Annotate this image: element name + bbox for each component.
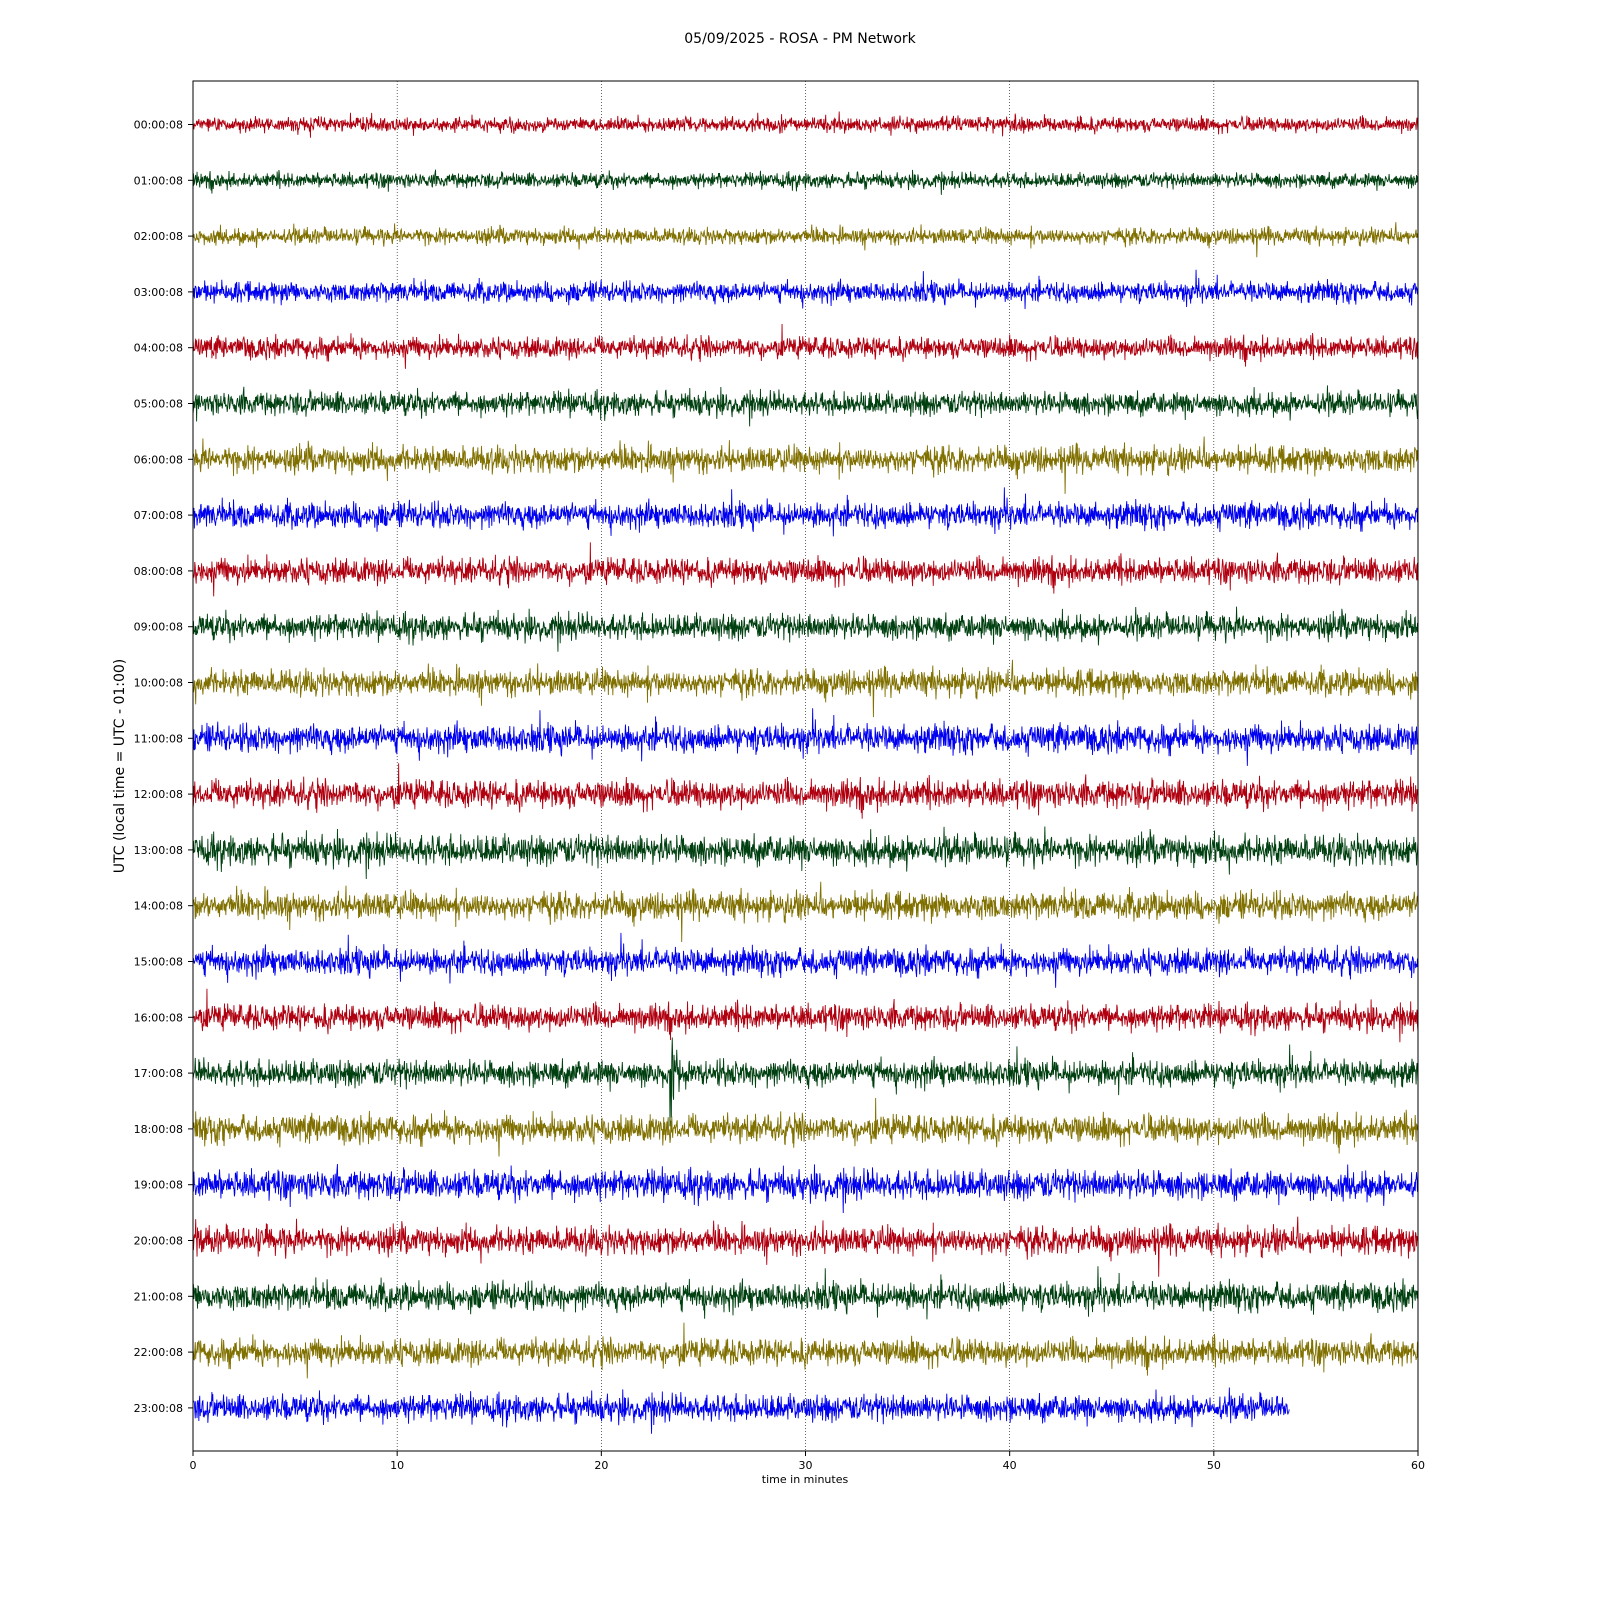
trace-11-00-08 [193,708,1418,766]
y-tick-label: 19:00:08 [133,1178,183,1192]
y-tick-labels [134,119,193,1415]
y-tick-label: 14:00:08 [133,899,183,913]
x-tick-label-60: 60 [1411,1459,1425,1472]
trace-00-00-08 [193,111,1418,137]
y-tick-label: 08:00:08 [133,564,183,578]
trace-15-00-08 [193,933,1418,988]
y-tick-label: 06:00:08 [133,453,183,467]
x-tick-label-20: 20 [594,1459,609,1472]
y-tick-label: 15:00:08 [133,955,183,969]
y-tick-label: 00:00:08 [133,118,183,132]
trace-01-00-08 [193,170,1418,195]
trace-09-00-08 [193,607,1418,652]
y-axis-label: UTC (local time = UTC - 01:00) [112,658,128,874]
y-tick-label: 07:00:08 [133,509,183,523]
y-tick-label: 11:00:08 [133,732,183,746]
trace-19-00-08 [193,1164,1418,1213]
trace-23-00-08 [193,1388,1289,1434]
x-axis-label: time in minutes [761,1473,849,1486]
chart-title: 05/09/2025 - ROSA - PM Network [684,31,916,47]
trace-18-00-08 [193,1098,1418,1156]
y-tick-label: 04:00:08 [133,341,183,355]
y-tick-label: 05:00:08 [133,397,183,411]
x-tick-label-10: 10 [390,1459,405,1472]
y-tick-label: 02:00:08 [133,230,183,244]
y-tick-label: 12:00:08 [133,788,183,802]
trace-07-00-08 [193,487,1418,536]
x-tick-label-0: 0 [189,1459,197,1472]
x-tick-label-40: 40 [1002,1459,1017,1472]
y-tick-label: 21:00:08 [133,1290,183,1304]
y-tick-label: 20:00:08 [133,1234,183,1248]
y-tick-label: 18:00:08 [133,1122,183,1136]
grid-lines [397,81,1214,1451]
y-tick-label: 13:00:08 [133,843,183,857]
y-tick-label: 16:00:08 [133,1011,183,1025]
y-tick-label: 23:00:08 [133,1401,183,1415]
y-tick-label: 09:00:08 [133,620,183,634]
x-tick-label-50: 50 [1206,1459,1221,1472]
x-tick-label-30: 30 [798,1459,813,1472]
y-tick-label: 03:00:08 [133,285,183,299]
y-tick-label: 17:00:08 [133,1067,183,1081]
trace-20-00-08 [193,1217,1418,1277]
y-tick-label: 01:00:08 [133,174,183,188]
x-ticks [190,1451,1426,1472]
y-tick-label: 10:00:08 [133,676,183,690]
y-tick-label: 22:00:08 [133,1346,183,1360]
trace-14-00-08 [193,882,1418,942]
